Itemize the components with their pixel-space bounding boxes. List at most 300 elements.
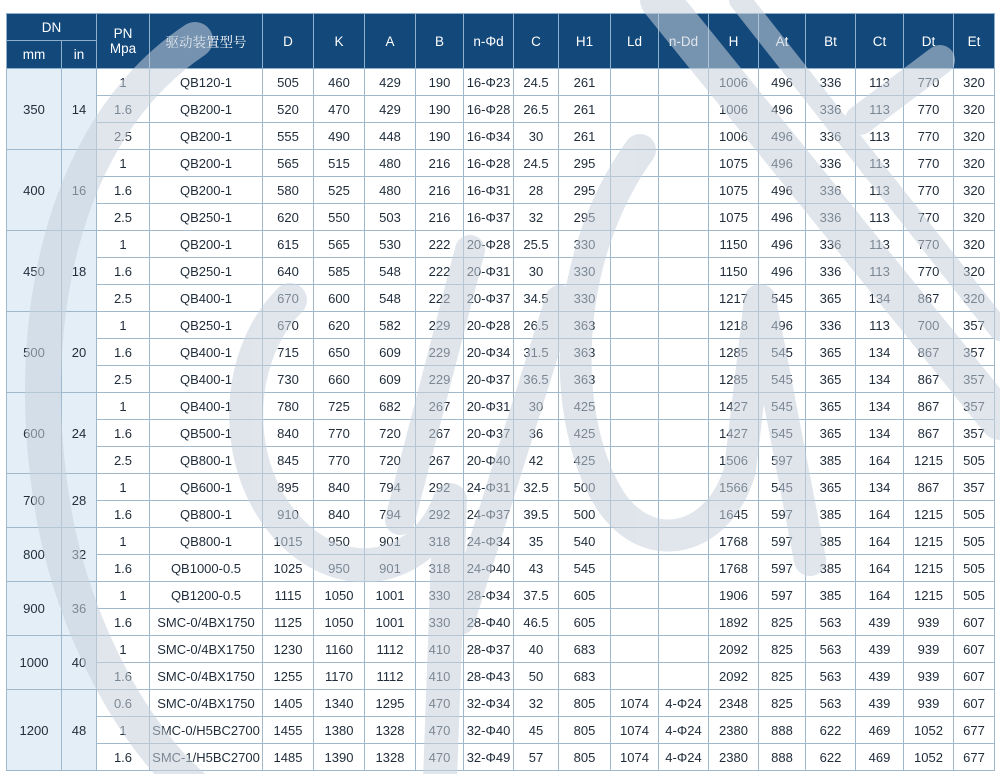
value-cell: 770	[904, 69, 954, 96]
value-cell: 45	[514, 717, 559, 744]
value-cell: 229	[416, 312, 464, 339]
value-cell: 16-Φ34	[464, 123, 514, 150]
value-cell: 496	[759, 258, 806, 285]
value-cell: 1506	[709, 447, 759, 474]
value-cell: 216	[416, 150, 464, 177]
model-cell: SMC-0/4BX1750	[150, 609, 263, 636]
value-cell: 545	[759, 366, 806, 393]
value-cell: 505	[263, 69, 314, 96]
value-cell: 505	[954, 501, 995, 528]
value-cell: 1215	[904, 582, 954, 609]
value-cell: 1074	[611, 690, 659, 717]
value-cell: 357	[954, 474, 995, 501]
value-cell: 1768	[709, 528, 759, 555]
value-cell: 480	[365, 150, 416, 177]
value-cell: 320	[954, 285, 995, 312]
value-cell: 357	[954, 339, 995, 366]
value-cell: 770	[904, 123, 954, 150]
value-cell: 16-Φ23	[464, 69, 514, 96]
value-cell: 1768	[709, 555, 759, 582]
pn-cell: 1	[97, 393, 150, 420]
dn-in-cell: 14	[62, 69, 97, 150]
value-cell	[611, 339, 659, 366]
model-cell: QB250-1	[150, 258, 263, 285]
table-row	[7, 366, 995, 393]
value-cell: 730	[263, 366, 314, 393]
value-cell: 1170	[314, 663, 365, 690]
model-cell: QB250-1	[150, 204, 263, 231]
value-cell: 46.5	[514, 609, 559, 636]
value-cell: 1215	[904, 501, 954, 528]
value-cell: 609	[365, 366, 416, 393]
value-cell: 805	[559, 744, 611, 771]
value-cell: 1215	[904, 528, 954, 555]
value-cell: 720	[365, 447, 416, 474]
value-cell	[659, 312, 709, 339]
value-cell: 1217	[709, 285, 759, 312]
header-n-phi-d: n-Φd	[464, 14, 514, 69]
value-cell: 28-Φ34	[464, 582, 514, 609]
value-cell: 1112	[365, 663, 416, 690]
value-cell: 36	[514, 420, 559, 447]
value-cell: 505	[954, 582, 995, 609]
value-cell: 32	[514, 690, 559, 717]
value-cell: 365	[806, 366, 856, 393]
value-cell: 39.5	[514, 501, 559, 528]
model-cell: QB800-1	[150, 501, 263, 528]
value-cell: 770	[904, 204, 954, 231]
value-cell: 2380	[709, 717, 759, 744]
value-cell: 336	[806, 204, 856, 231]
value-cell: 470	[416, 717, 464, 744]
value-cell: 31.5	[514, 339, 559, 366]
pn-cell: 1.6	[97, 258, 150, 285]
table-row	[7, 582, 995, 609]
value-cell: 28-Φ37	[464, 636, 514, 663]
value-cell: 1215	[904, 555, 954, 582]
value-cell: 505	[954, 555, 995, 582]
table-row	[7, 555, 995, 582]
value-cell: 950	[314, 555, 365, 582]
value-cell: 683	[559, 636, 611, 663]
value-cell: 267	[416, 447, 464, 474]
value-cell: 895	[263, 474, 314, 501]
value-cell: 336	[806, 312, 856, 339]
value-cell: 222	[416, 285, 464, 312]
value-cell: 1075	[709, 177, 759, 204]
table-row	[7, 339, 995, 366]
value-cell: 496	[759, 69, 806, 96]
value-cell	[611, 69, 659, 96]
value-cell: 1328	[365, 744, 416, 771]
value-cell: 620	[314, 312, 365, 339]
value-cell	[659, 96, 709, 123]
dn-mm-cell: 350	[7, 69, 62, 150]
value-cell	[611, 96, 659, 123]
value-cell: 113	[856, 96, 904, 123]
value-cell: 770	[314, 447, 365, 474]
value-cell: 164	[856, 582, 904, 609]
value-cell: 1295	[365, 690, 416, 717]
value-cell: 24-Φ37	[464, 501, 514, 528]
value-cell: 597	[759, 528, 806, 555]
value-cell	[659, 474, 709, 501]
table-row	[7, 312, 995, 339]
value-cell: 496	[759, 204, 806, 231]
value-cell: 190	[416, 96, 464, 123]
table-row	[7, 447, 995, 474]
value-cell: 1006	[709, 96, 759, 123]
header-k: K	[314, 14, 365, 69]
header-bt: Bt	[806, 14, 856, 69]
value-cell	[659, 258, 709, 285]
value-cell: 677	[954, 744, 995, 771]
value-cell	[611, 231, 659, 258]
value-cell: 32	[514, 204, 559, 231]
value-cell	[659, 528, 709, 555]
pn-cell: 1.6	[97, 744, 150, 771]
value-cell: 164	[856, 555, 904, 582]
pn-cell: 1.6	[97, 177, 150, 204]
value-cell: 550	[314, 204, 365, 231]
value-cell: 1050	[314, 609, 365, 636]
header-h: H	[709, 14, 759, 69]
header-dn-mm: mm	[7, 41, 62, 69]
value-cell: 939	[904, 636, 954, 663]
value-cell: 429	[365, 69, 416, 96]
value-cell: 365	[806, 474, 856, 501]
value-cell: 16-Φ31	[464, 177, 514, 204]
value-cell: 1215	[904, 447, 954, 474]
value-cell: 770	[904, 258, 954, 285]
table-row	[7, 636, 995, 663]
value-cell: 650	[314, 339, 365, 366]
value-cell: 40	[514, 636, 559, 663]
value-cell: 597	[759, 555, 806, 582]
value-cell	[659, 366, 709, 393]
value-cell: 330	[416, 609, 464, 636]
value-cell: 134	[856, 366, 904, 393]
value-cell: 365	[806, 393, 856, 420]
table-body	[7, 69, 995, 771]
value-cell: 16-Φ28	[464, 96, 514, 123]
value-cell: 770	[904, 231, 954, 258]
value-cell: 24-Φ40	[464, 555, 514, 582]
value-cell: 425	[559, 447, 611, 474]
dn-in-cell: 16	[62, 150, 97, 231]
value-cell: 605	[559, 582, 611, 609]
value-cell: 1892	[709, 609, 759, 636]
value-cell: 597	[759, 501, 806, 528]
value-cell: 725	[314, 393, 365, 420]
pn-cell: 1.6	[97, 555, 150, 582]
pn-cell: 1.6	[97, 420, 150, 447]
model-cell: SMC-0/4BX1750	[150, 690, 263, 717]
value-cell: 520	[263, 96, 314, 123]
header-model: 驱动装置型号	[150, 14, 263, 69]
value-cell: 565	[263, 150, 314, 177]
value-cell	[659, 177, 709, 204]
model-cell: QB400-1	[150, 366, 263, 393]
model-cell: QB200-1	[150, 96, 263, 123]
dn-in-cell: 18	[62, 231, 97, 312]
value-cell	[611, 636, 659, 663]
model-cell: QB120-1	[150, 69, 263, 96]
value-cell	[659, 636, 709, 663]
value-cell: 357	[954, 366, 995, 393]
value-cell: 410	[416, 663, 464, 690]
model-cell: QB400-1	[150, 285, 263, 312]
value-cell: 1001	[365, 609, 416, 636]
value-cell: 640	[263, 258, 314, 285]
value-cell: 867	[904, 366, 954, 393]
header-d: D	[263, 14, 314, 69]
value-cell	[611, 420, 659, 447]
value-cell: 20-Φ28	[464, 312, 514, 339]
value-cell: 26.5	[514, 96, 559, 123]
value-cell: 216	[416, 204, 464, 231]
value-cell: 490	[314, 123, 365, 150]
value-cell: 25.5	[514, 231, 559, 258]
value-cell: 825	[759, 663, 806, 690]
value-cell: 320	[954, 258, 995, 285]
table-row	[7, 123, 995, 150]
value-cell	[659, 501, 709, 528]
value-cell: 600	[314, 285, 365, 312]
value-cell: 1001	[365, 582, 416, 609]
table-row	[7, 96, 995, 123]
value-cell: 20-Φ37	[464, 366, 514, 393]
value-cell: 385	[806, 447, 856, 474]
value-cell: 190	[416, 123, 464, 150]
model-cell: QB1200-0.5	[150, 582, 263, 609]
value-cell: 825	[759, 609, 806, 636]
value-cell: 607	[954, 636, 995, 663]
dn-mm-cell: 800	[7, 528, 62, 582]
value-cell	[611, 528, 659, 555]
value-cell: 1255	[263, 663, 314, 690]
dn-in-cell: 36	[62, 582, 97, 636]
value-cell: 16-Φ28	[464, 150, 514, 177]
value-cell: 1006	[709, 69, 759, 96]
header-et: Et	[954, 14, 995, 69]
value-cell: 565	[314, 231, 365, 258]
value-cell: 1645	[709, 501, 759, 528]
value-cell: 1390	[314, 744, 365, 771]
value-cell: 42	[514, 447, 559, 474]
value-cell	[659, 339, 709, 366]
value-cell: 770	[314, 420, 365, 447]
value-cell: 794	[365, 501, 416, 528]
value-cell: 670	[263, 285, 314, 312]
value-cell: 357	[954, 312, 995, 339]
value-cell: 2348	[709, 690, 759, 717]
value-cell: 261	[559, 123, 611, 150]
value-cell: 330	[559, 258, 611, 285]
value-cell	[659, 123, 709, 150]
value-cell: 363	[559, 339, 611, 366]
value-cell: 50	[514, 663, 559, 690]
value-cell: 615	[263, 231, 314, 258]
value-cell: 1380	[314, 717, 365, 744]
value-cell: 20-Φ37	[464, 420, 514, 447]
model-cell: QB200-1	[150, 177, 263, 204]
dn-mm-cell: 700	[7, 474, 62, 528]
value-cell: 35	[514, 528, 559, 555]
pn-cell: 2.5	[97, 366, 150, 393]
value-cell: 1025	[263, 555, 314, 582]
value-cell: 1340	[314, 690, 365, 717]
value-cell: 1427	[709, 393, 759, 420]
value-cell: 267	[416, 420, 464, 447]
value-cell: 20-Φ31	[464, 393, 514, 420]
header-at: At	[759, 14, 806, 69]
header-ld: Ld	[611, 14, 659, 69]
value-cell: 660	[314, 366, 365, 393]
value-cell: 28	[514, 177, 559, 204]
pn-cell: 1.6	[97, 96, 150, 123]
value-cell: 548	[365, 258, 416, 285]
pn-cell: 1	[97, 582, 150, 609]
value-cell: 840	[314, 474, 365, 501]
value-cell: 134	[856, 285, 904, 312]
value-cell: 2092	[709, 663, 759, 690]
value-cell: 582	[365, 312, 416, 339]
value-cell: 845	[263, 447, 314, 474]
value-cell: 794	[365, 474, 416, 501]
pn-cell: 1	[97, 69, 150, 96]
value-cell	[611, 501, 659, 528]
value-cell: 425	[559, 393, 611, 420]
value-cell	[611, 447, 659, 474]
value-cell: 867	[904, 474, 954, 501]
value-cell: 20-Φ40	[464, 447, 514, 474]
value-cell: 480	[365, 177, 416, 204]
value-cell: 57	[514, 744, 559, 771]
value-cell: 261	[559, 96, 611, 123]
value-cell: 363	[559, 312, 611, 339]
value-cell: 530	[365, 231, 416, 258]
model-cell: QB800-1	[150, 528, 263, 555]
value-cell	[659, 285, 709, 312]
table-row	[7, 177, 995, 204]
value-cell	[611, 123, 659, 150]
value-cell: 20-Φ37	[464, 285, 514, 312]
value-cell	[659, 150, 709, 177]
value-cell: 30	[514, 393, 559, 420]
value-cell: 677	[954, 717, 995, 744]
value-cell: 682	[365, 393, 416, 420]
value-cell: 164	[856, 501, 904, 528]
value-cell: 448	[365, 123, 416, 150]
header-a: A	[365, 14, 416, 69]
value-cell: 320	[954, 150, 995, 177]
value-cell	[659, 555, 709, 582]
value-cell: 496	[759, 123, 806, 150]
value-cell: 2380	[709, 744, 759, 771]
value-cell: 563	[806, 690, 856, 717]
model-cell: QB250-1	[150, 312, 263, 339]
value-cell: 365	[806, 339, 856, 366]
value-cell: 1405	[263, 690, 314, 717]
value-cell: 605	[559, 609, 611, 636]
value-cell: 1160	[314, 636, 365, 663]
header-dn-in: in	[62, 41, 97, 69]
value-cell: 563	[806, 636, 856, 663]
value-cell: 1052	[904, 717, 954, 744]
value-cell: 496	[759, 177, 806, 204]
header-dn: DN	[7, 14, 97, 41]
value-cell: 24.5	[514, 69, 559, 96]
header-ct: Ct	[856, 14, 904, 69]
value-cell: 505	[954, 447, 995, 474]
value-cell	[611, 204, 659, 231]
dn-in-cell: 40	[62, 636, 97, 690]
value-cell: 295	[559, 177, 611, 204]
pn-cell: 1.6	[97, 663, 150, 690]
value-cell: 469	[856, 717, 904, 744]
header-pn-unit: Mpa	[109, 41, 137, 56]
value-cell: 330	[559, 231, 611, 258]
value-cell: 545	[759, 420, 806, 447]
value-cell	[659, 582, 709, 609]
value-cell: 867	[904, 285, 954, 312]
header-pn	[97, 14, 150, 69]
value-cell: 330	[416, 582, 464, 609]
table-row	[7, 528, 995, 555]
table-header	[7, 14, 995, 69]
value-cell: 439	[856, 609, 904, 636]
value-cell	[659, 609, 709, 636]
value-cell: 580	[263, 177, 314, 204]
value-cell: 683	[559, 663, 611, 690]
dn-mm-cell: 1000	[7, 636, 62, 690]
value-cell: 597	[759, 447, 806, 474]
value-cell: 113	[856, 69, 904, 96]
pn-cell: 1.6	[97, 501, 150, 528]
value-cell: 607	[954, 663, 995, 690]
table-row	[7, 420, 995, 447]
value-cell: 496	[759, 231, 806, 258]
value-cell: 500	[559, 474, 611, 501]
table-row	[7, 204, 995, 231]
value-cell: 1150	[709, 258, 759, 285]
value-cell: 470	[416, 690, 464, 717]
value-cell: 585	[314, 258, 365, 285]
value-cell: 1455	[263, 717, 314, 744]
value-cell: 910	[263, 501, 314, 528]
dn-mm-cell: 500	[7, 312, 62, 393]
header-dt: Dt	[904, 14, 954, 69]
model-cell: SMC-0/H5BC2700	[150, 717, 263, 744]
value-cell: 336	[806, 69, 856, 96]
value-cell: 700	[904, 312, 954, 339]
value-cell: 20-Φ34	[464, 339, 514, 366]
value-cell: 555	[263, 123, 314, 150]
value-cell: 330	[559, 285, 611, 312]
table-row	[7, 501, 995, 528]
value-cell: 1427	[709, 420, 759, 447]
pn-cell: 2.5	[97, 447, 150, 474]
value-cell: 439	[856, 636, 904, 663]
value-cell: 563	[806, 663, 856, 690]
value-cell: 1052	[904, 744, 954, 771]
value-cell: 545	[759, 339, 806, 366]
value-cell: 901	[365, 528, 416, 555]
value-cell: 365	[806, 420, 856, 447]
value-cell: 500	[559, 501, 611, 528]
pn-cell: 1	[97, 150, 150, 177]
